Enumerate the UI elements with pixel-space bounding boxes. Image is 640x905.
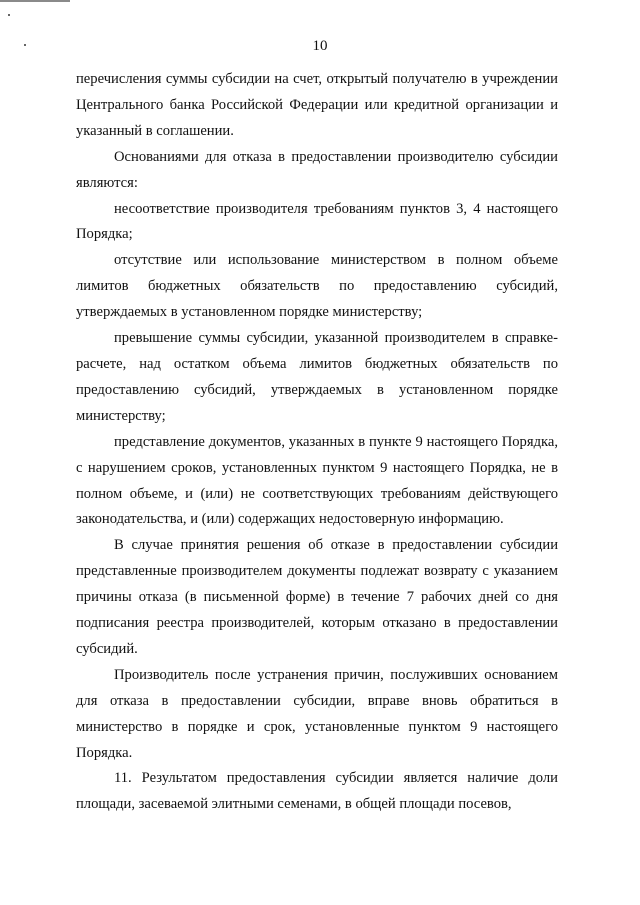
page-number: 10 [312,38,328,54]
paragraph: превышение суммы субсидии, указанной производителем в справке-расчете, над остатком объема лимитов бюджетных обязательств по предоставлению субсидий, утверждаемых в установленном порядке министерству; [76,330,558,424]
paragraph: В случае принятия решения об отказе в предоставлении субсидии представленные производителем документы подлежат возврату с указанием причины отказа (в письменной форме) в течение 7 рабочих дней со дня подписания реестра производителей, которым отказано в предоставлении субсидий. [76,537,558,657]
paragraph: Основаниями для отказа в предоставлении производителю субсидии являются: [76,148,558,191]
document-body [76,67,558,818]
paragraph: представление документов, указанных в пункте 9 настоящего Порядка, с нарушением сроков, установленных пунктом 9 настоящего Порядка, не в полном объеме, и (или) не соответствующих требованиям действующего законодательства, и (или) содержащих недостоверную информацию. [76,433,558,528]
paragraph: 11. Результатом предоставления субсидии является наличие доли площади, засеваемой элитными семенами, в общей площади посевов, [76,770,558,813]
scan-speck [8,14,10,16]
paragraph: отсутствие или использование министерством в полном объеме лимитов бюджетных обязательств по предоставлению субсидий, утверждаемых в установленном порядке министерству; [76,252,558,321]
scan-edge-mark [0,0,70,2]
paragraph: несоответствие производителя требованиям пунктов 3, 4 настоящего Порядка; [76,200,558,243]
paragraph: Производитель после устранения причин, послуживших основанием для отказа в предоставлении субсидии, вправе вновь обратиться в министерство в порядке и срок, установленные пунктом 9 настоящего Порядка. [76,666,558,761]
paragraph: перечисления суммы субсидии на счет, открытый получателю в учреждении Центрального банка Российской Федерации или кредитной организации и указанный в соглашении. [76,71,558,139]
